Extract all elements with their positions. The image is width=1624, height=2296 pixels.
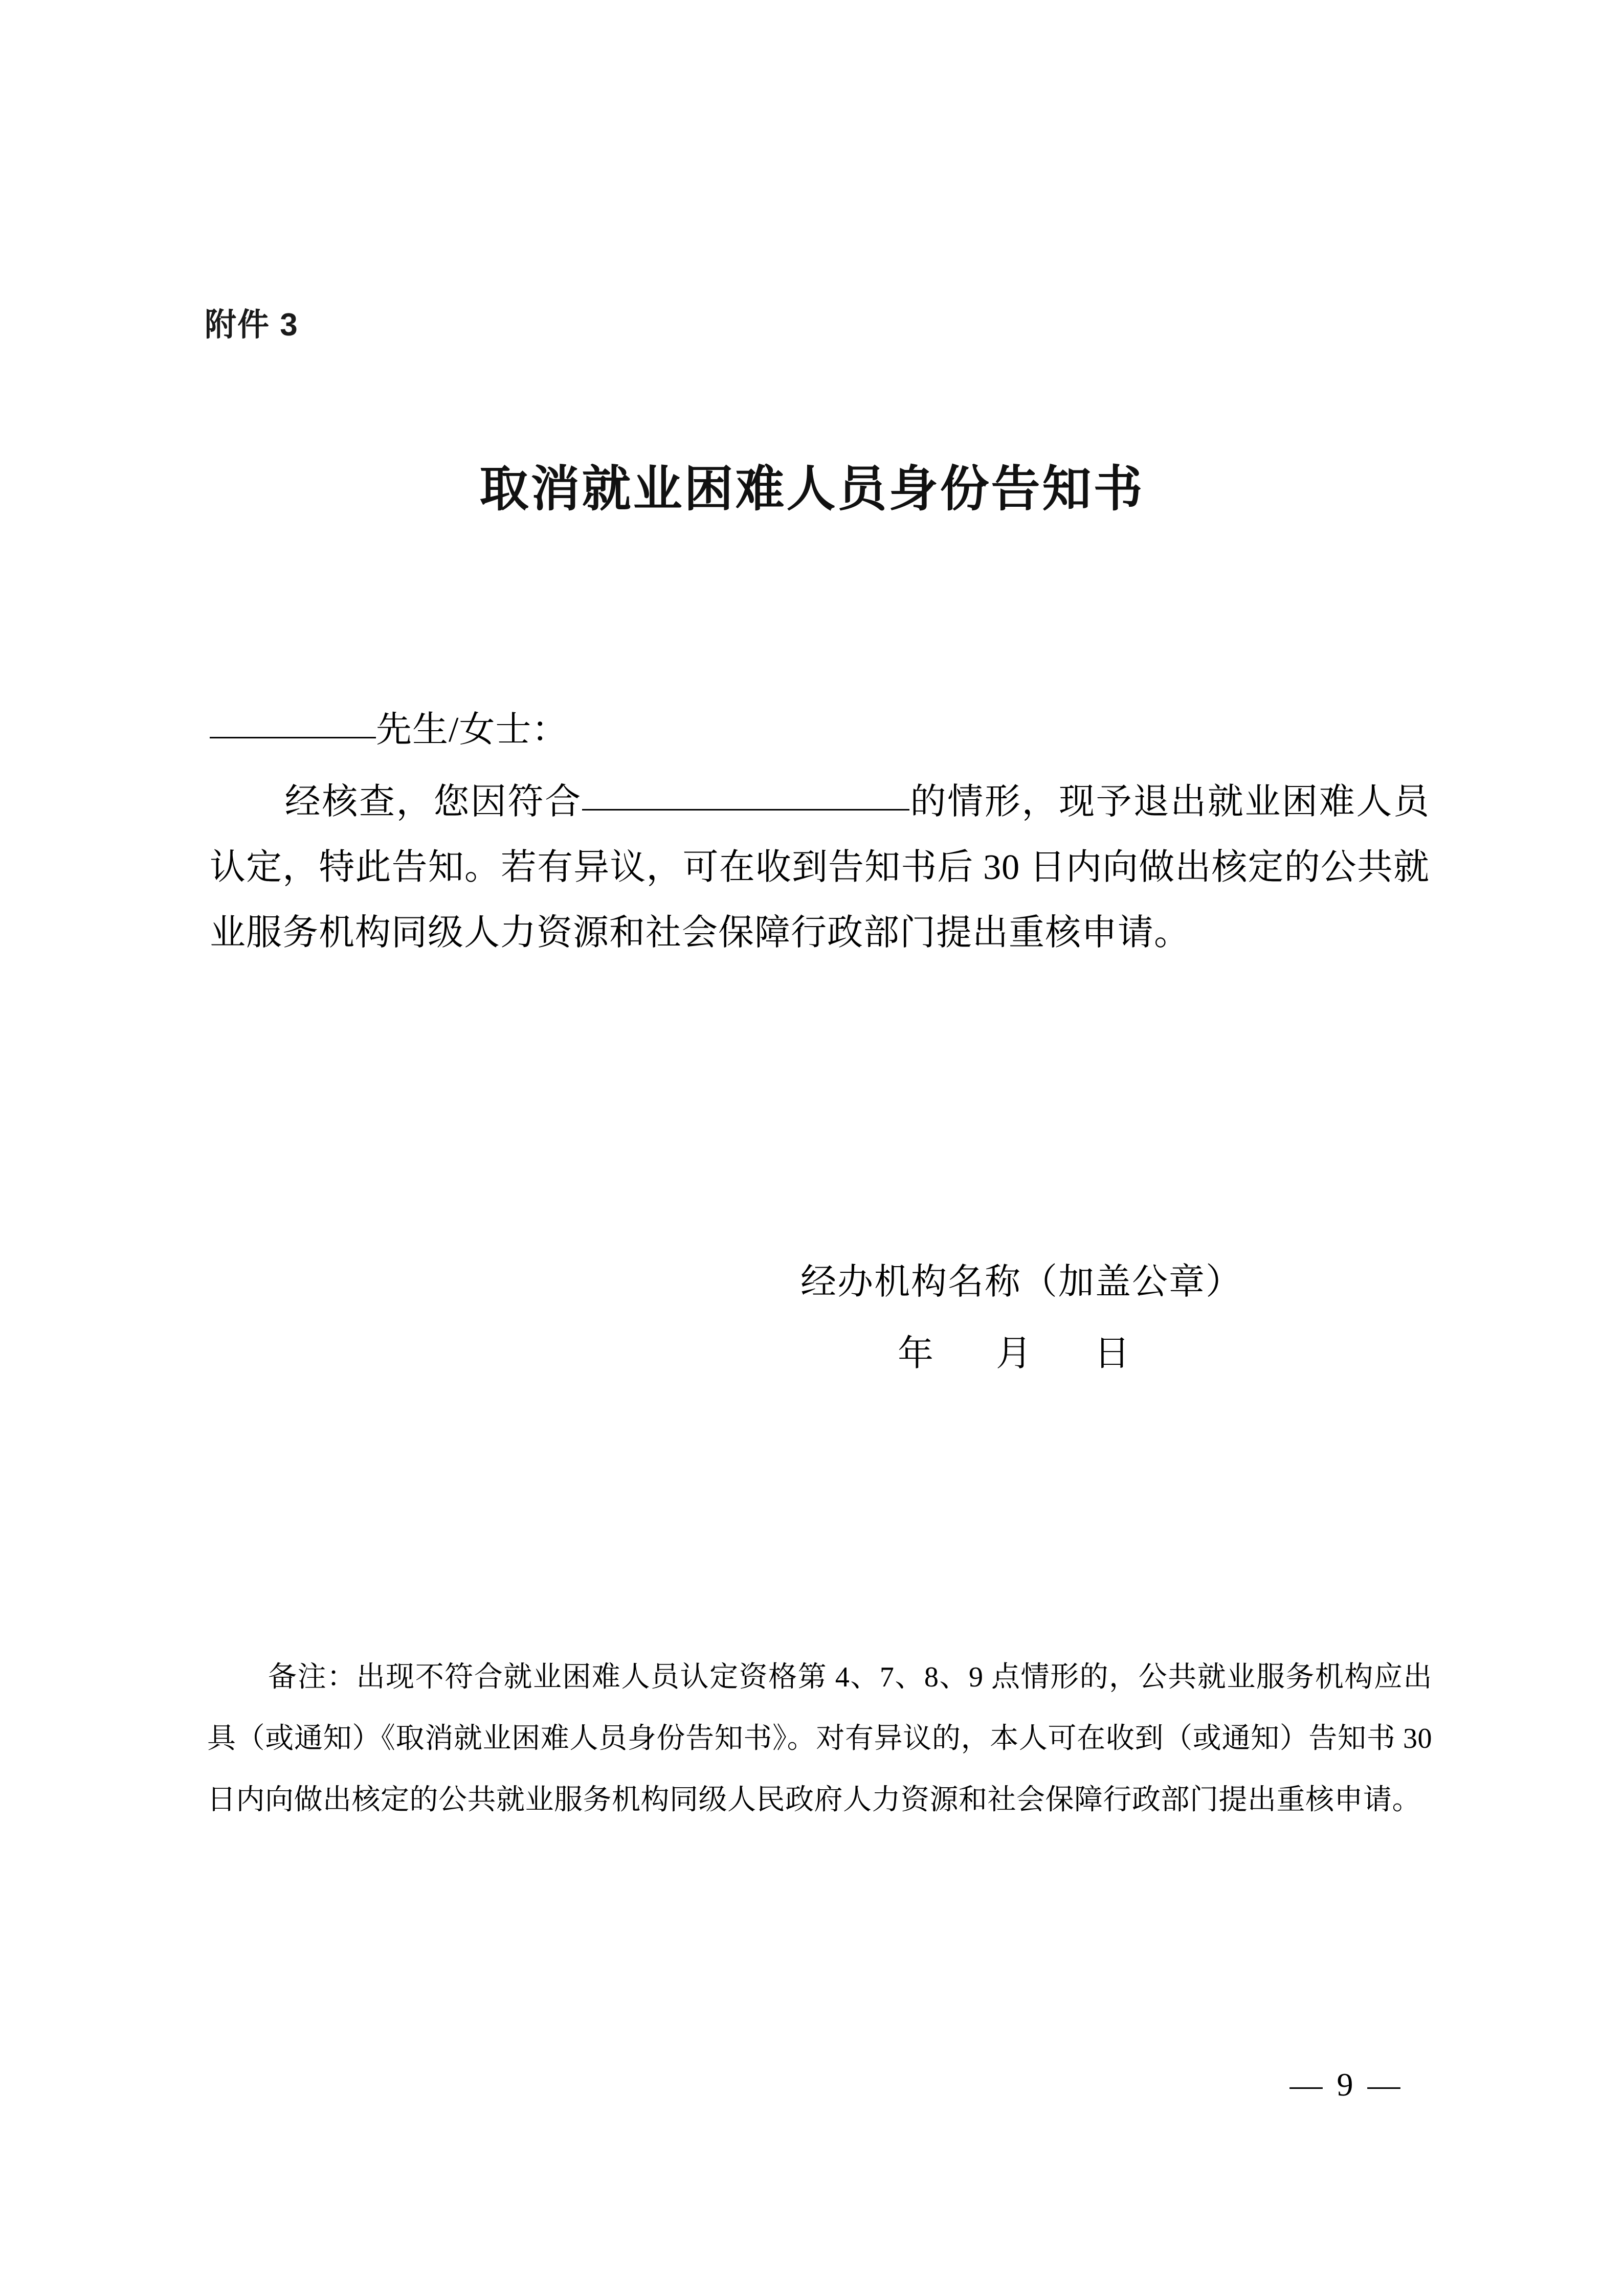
body-paragraph — [210, 770, 1430, 966]
remark-text: 备注：出现不符合就业困难人员认定资格第 4、7、8、9 点情形的，公共就业服务机构应出具（或通知）《取消就业困难人员身份告知书》。对有异议的，本人可在收到（或通知）告知书 30 日内向做出核定的公共就业服务机构同级人民政府人力资源和社会保障行政部门提出重核申请。 — [207, 1661, 1432, 1816]
date-day-label: 日 — [1094, 1334, 1131, 1374]
remark-paragraph — [207, 1647, 1432, 1831]
salutation-line — [210, 701, 568, 752]
date-month-label: 月 — [996, 1334, 1033, 1374]
body-text-part2: 的情形，现予退出就业困难人员认定，特此告知。若有异议，可在收到告知书后 30 日内向做出核定的公共就业服务机构同级人力资源和社会保障行政部门提出重核申请。 — [210, 782, 1430, 953]
attachment-label: 附件 3 — [205, 307, 299, 343]
salutation-suffix: 先生/女士： — [376, 710, 568, 750]
body-text-part1: 经核查，您因符合 — [284, 782, 582, 822]
reason-blank — [582, 809, 909, 811]
page-number: — 9 — — [1289, 2066, 1404, 2103]
signature-organization: 经办机构名称（加盖公章） — [800, 1263, 1242, 1302]
date-year-label: 年 — [898, 1334, 935, 1374]
recipient-name-blank — [210, 737, 376, 738]
page-title: 取消就业困难人员身份告知书 — [479, 462, 1145, 516]
signature-date-line — [898, 1324, 1131, 1376]
